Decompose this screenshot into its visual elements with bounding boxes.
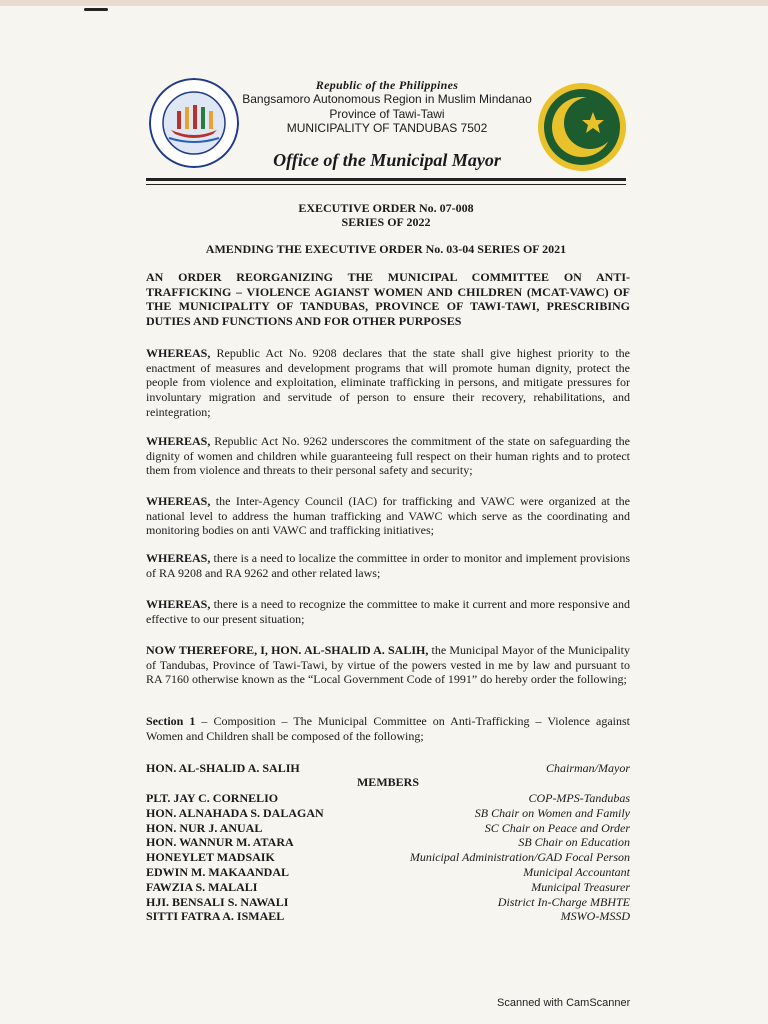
member-role: District In-Charge MBHTE <box>497 894 630 909</box>
now-therefore-paragraph <box>146 643 630 687</box>
member-row <box>146 791 630 806</box>
province-line: Province of Tawi-Tawi <box>329 107 445 121</box>
whereas-paragraph-3 <box>146 494 630 538</box>
chairman-row <box>146 761 630 776</box>
scan-edge <box>0 0 768 6</box>
header-rule-thin <box>146 184 626 185</box>
member-role: Chairman/Mayor <box>546 761 630 775</box>
republic-line: Republic of the Philippines <box>315 78 459 92</box>
header-rule <box>146 178 626 181</box>
member-role: SC Chair on Peace and Order <box>484 820 630 835</box>
whereas-paragraph-5 <box>146 597 630 626</box>
pen-mark <box>84 8 108 11</box>
member-name: PLT. JAY C. CORNELIO <box>146 791 279 805</box>
order-number: EXECUTIVE ORDER No. 07-008 <box>298 201 474 215</box>
paragraph-lead: NOW THEREFORE, I, HON. AL-SHALID A. SALIH, <box>146 643 429 657</box>
member-row <box>146 895 630 910</box>
member-role: Municipal Accountant <box>523 864 630 879</box>
member-row <box>146 880 630 895</box>
order-series: SERIES OF 2022 <box>341 215 431 229</box>
member-row <box>146 850 630 865</box>
member-name: EDWIN M. MAKAANDAL <box>146 864 289 879</box>
member-row <box>146 806 630 821</box>
paragraph-lead: WHEREAS, <box>146 346 211 360</box>
member-role: MSWO-MSSD <box>560 909 630 924</box>
amending-line: AMENDING THE EXECUTIVE ORDER No. 03-04 SERIES OF 2021 <box>205 242 567 256</box>
paragraph-lead: Section 1 <box>146 714 196 728</box>
member-name: HON. WANNUR M. ATARA <box>146 835 294 850</box>
paragraph-text: Republic Act No. 9262 underscores the commitment of the state on safeguarding the dignity of women and children while guaranteeing full respect on their human rights and to protect them from violence and threats to their personal safety and security; <box>146 434 630 478</box>
member-name: HON. NUR J. ANUAL <box>146 820 263 835</box>
members-heading: MEMBERS <box>356 775 419 789</box>
paragraph-lead: WHEREAS, <box>146 494 211 508</box>
paragraph-text: there is a need to recognize the committee to make it current and more responsive and effective to our present situation; <box>146 597 630 626</box>
paragraph-lead: WHEREAS, <box>146 551 211 565</box>
member-name: SITTI FATRA A. ISMAEL <box>146 909 285 924</box>
whereas-paragraph-2 <box>146 434 630 478</box>
paragraph-text: Republic Act No. 9208 declares that the state shall give highest priority to the enactment of measures and development programs that will promote human dignity, protect the people from violence and exploitation, eliminate trafficking in persons, and mitigate pressures for involuntary migration and servitude of person to ensure their recovery, rehabilitations, and reintegration; <box>146 346 630 419</box>
members-list <box>146 791 630 924</box>
member-role: Municipal Treasurer <box>531 879 630 894</box>
section-1-paragraph <box>146 714 630 743</box>
whereas-paragraph-4 <box>146 551 630 580</box>
paragraph-text: the Inter-Agency Council (IAC) for trafficking and VAWC were organized at the national level to address the human trafficking and VAWC which serve as the coordinating and monitoring bodies on anti VAWC and trafficking initiatives; <box>146 494 630 538</box>
paragraph-lead: WHEREAS, <box>146 597 211 611</box>
office-title: Office of the Municipal Mayor <box>273 150 501 170</box>
member-role: COP-MPS-Tandubas <box>528 791 630 805</box>
scanner-watermark: Scanned with CamScanner <box>497 997 631 1009</box>
member-name: HON. AL-SHALID A. SALIH <box>146 761 300 775</box>
paragraph-text: the Municipal Mayor of the Municipality of Tandubas, Province of Tawi-Tawi, by virtue of the powers vested in me by law and pursuant to RA 7160 otherwise known as the “Local Government Code of 1991” do hereby order the following; <box>146 643 630 687</box>
member-name: HJI. BENSALI S. NAWALI <box>146 894 289 909</box>
municipal-seal-icon <box>149 78 239 168</box>
member-role: Municipal Administration/GAD Focal Person <box>409 850 630 865</box>
order-title: AN ORDER REORGANIZING THE MUNICIPAL COMMITTEE ON ANTI-TRAFFICKING – VIOLENCE AGIANST WOMEN AND CHILDREN (MCAT-VAWC) OF THE MUNICIPALITY OF TANDUBAS, PROVINCE OF TAWI-TAWI, PRESCRIBING DUTIES AND FUNCTIONS AND FOR OTHER PURPOSES <box>146 270 630 329</box>
region-line: Bangsamoro Autonomous Region in Muslim Mindanao <box>242 92 532 106</box>
member-name: HON. ALNAHADA S. DALAGAN <box>146 805 324 820</box>
member-name: HONEYLET MADSAIK <box>146 850 275 865</box>
paragraph-text: there is a need to localize the committee in order to monitor and implement provisions of RA 9208 and RA 9262 and other related laws; <box>146 551 630 580</box>
member-row <box>146 865 630 880</box>
barmm-seal-icon <box>537 82 627 172</box>
member-row <box>146 909 630 924</box>
member-name: FAWZIA S. MALALI <box>146 879 258 894</box>
member-row <box>146 835 630 850</box>
member-role: SB Chair on Women and Family <box>474 805 630 820</box>
member-row <box>146 821 630 836</box>
municipality-line: MUNICIPALITY OF TANDUBAS 7502 <box>286 121 488 135</box>
paragraph-lead: WHEREAS, <box>146 434 211 448</box>
whereas-paragraph-1 <box>146 346 630 420</box>
member-role: SB Chair on Education <box>518 835 630 850</box>
paragraph-text: – Composition – The Municipal Committee on Anti-Trafficking – Violence against Women and Children shall be composed of the following; <box>146 714 630 743</box>
